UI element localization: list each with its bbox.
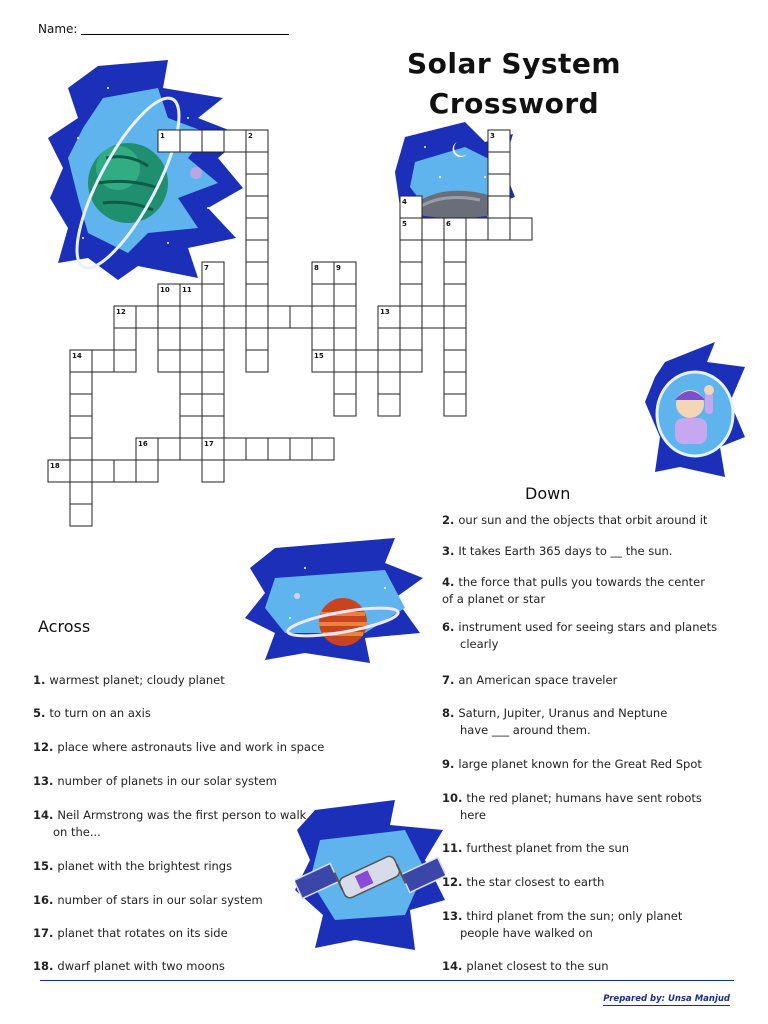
crossword-cell[interactable]: [180, 130, 202, 152]
clue-text: Saturn, Jupiter, Uranus and Neptune: [458, 706, 668, 720]
crossword-cell[interactable]: [114, 328, 136, 350]
clue-number: 3.: [442, 544, 459, 558]
clue-item: [33, 807, 306, 841]
crossword-cell[interactable]: [92, 350, 114, 372]
crossword-cell[interactable]: [444, 284, 466, 306]
crossword-cell[interactable]: [422, 218, 444, 240]
crossword-cell[interactable]: [202, 306, 224, 328]
crossword-cell[interactable]: [246, 350, 268, 372]
crossword-cell[interactable]: [114, 350, 136, 372]
clue-number: 16: [138, 440, 148, 448]
crossword-cell[interactable]: [400, 328, 422, 350]
crossword-cell[interactable]: [246, 174, 268, 196]
clue-item: [33, 705, 151, 722]
clue-text-continued: have ___ around them.: [460, 723, 591, 737]
clue-text: third planet from the sun; only planet: [466, 909, 683, 923]
crossword-cell[interactable]: [246, 284, 268, 306]
crossword-cell[interactable]: [70, 504, 92, 526]
clue-item: [442, 574, 705, 608]
crossword-cell[interactable]: [378, 394, 400, 416]
clue-number: 18.: [33, 959, 58, 973]
crossword-cell[interactable]: [224, 306, 246, 328]
clue-number: 2.: [442, 513, 459, 527]
clue-number: 14.: [33, 808, 58, 822]
crossword-cell[interactable]: [246, 196, 268, 218]
clue-text: number of stars in our solar system: [57, 893, 263, 907]
clue-text: our sun and the objects that orbit around it: [458, 513, 708, 527]
clue-text: furthest planet from the sun: [466, 841, 630, 855]
clue-number: 4.: [442, 575, 459, 589]
crossword-cell[interactable]: [114, 460, 136, 482]
clue-number: 5: [402, 220, 407, 228]
crossword-cell[interactable]: [158, 350, 180, 372]
clue-number: 14.: [442, 959, 467, 973]
clue-item: [33, 672, 225, 689]
clue-item: [33, 858, 232, 875]
crossword-cell[interactable]: [246, 306, 268, 328]
crossword-cell[interactable]: [334, 328, 356, 350]
crossword-cell[interactable]: [246, 152, 268, 174]
crossword-cell[interactable]: [444, 262, 466, 284]
title-line-1: Solar System: [406, 47, 622, 80]
clue-text: Neil Armstrong was the first person to walk: [57, 808, 307, 822]
clue-number: 15.: [33, 859, 58, 873]
crossword-cell[interactable]: [378, 328, 400, 350]
crossword-cell[interactable]: [312, 328, 334, 350]
clue-text: dwarf planet with two moons: [57, 959, 225, 973]
crossword-cell[interactable]: [268, 438, 290, 460]
crossword-cell[interactable]: [400, 306, 422, 328]
clue-number: 10.: [442, 791, 467, 805]
crossword-cell[interactable]: [400, 240, 422, 262]
crossword-cell[interactable]: [444, 328, 466, 350]
clue-text-continued: here: [460, 808, 486, 822]
clue-text: the force that pulls you towards the center: [458, 575, 705, 589]
clue-text-continued: on the...: [53, 825, 101, 839]
crossword-cell[interactable]: [488, 152, 510, 174]
crossword-cell[interactable]: [92, 460, 114, 482]
crossword-cell[interactable]: [202, 350, 224, 372]
clue-item: [442, 512, 707, 529]
clue-text: warmest planet; cloudy planet: [49, 673, 225, 687]
crossword-cell[interactable]: [180, 438, 202, 460]
crossword-cell[interactable]: [70, 482, 92, 504]
clue-number: 13: [380, 308, 390, 316]
footer-divider: [40, 980, 734, 981]
crossword-cell[interactable]: [202, 460, 224, 482]
crossword-cell[interactable]: [180, 372, 202, 394]
crossword-cell[interactable]: [466, 218, 488, 240]
clue-text: the red planet; humans have sent robots: [466, 791, 702, 805]
crossword-cell[interactable]: [422, 306, 444, 328]
clue-item: [442, 705, 667, 739]
title-line-2: Crossword: [428, 87, 600, 120]
crossword-cell[interactable]: [334, 350, 356, 372]
crossword-cell[interactable]: [136, 460, 158, 482]
clue-number: 8: [314, 264, 319, 272]
clue-number: 9.: [442, 757, 459, 771]
crossword-cell[interactable]: [202, 328, 224, 350]
down-heading: Down: [525, 484, 571, 503]
crossword-cell[interactable]: [180, 394, 202, 416]
clue-number: 7.: [442, 673, 459, 687]
clue-text: place where astronauts live and work in space: [57, 740, 325, 754]
crossword-cell[interactable]: [400, 262, 422, 284]
clue-text: large planet known for the Great Red Spot: [458, 757, 702, 771]
across-heading: Across: [38, 617, 91, 636]
clue-text: instrument used for seeing stars and planets: [458, 620, 718, 634]
clue-number: 12: [116, 308, 126, 316]
clue-number: 6: [446, 220, 451, 228]
crossword-cell[interactable]: [246, 240, 268, 262]
crossword-cell[interactable]: [312, 438, 334, 460]
crossword-cell[interactable]: [202, 416, 224, 438]
crossword-cell[interactable]: [202, 130, 224, 152]
clue-item: [442, 756, 702, 773]
clue-item: [442, 958, 609, 975]
clue-number: 11: [182, 286, 192, 294]
crossword-cell[interactable]: [180, 416, 202, 438]
crossword-cell[interactable]: [246, 262, 268, 284]
clue-text: number of planets in our solar system: [57, 774, 277, 788]
clue-item: [33, 925, 228, 942]
crossword-cell[interactable]: [246, 218, 268, 240]
crossword-cell[interactable]: [334, 372, 356, 394]
clue-text: the star closest to earth: [466, 875, 605, 889]
clue-number: 15: [314, 352, 324, 360]
crossword-cell[interactable]: [158, 306, 180, 328]
crossword-cell[interactable]: [202, 284, 224, 306]
clue-number: 10: [160, 286, 170, 294]
crossword-cell[interactable]: [444, 306, 466, 328]
crossword-cell[interactable]: [136, 306, 158, 328]
name-label: Name:: [38, 22, 78, 36]
clue-number: 13.: [442, 909, 467, 923]
clue-item: [442, 672, 617, 689]
crossword-cell[interactable]: [488, 218, 510, 240]
crossword-cell[interactable]: [400, 284, 422, 306]
crossword-cell[interactable]: [158, 438, 180, 460]
crossword-cell[interactable]: [290, 438, 312, 460]
author-credit: Prepared by: Unsa Manjud: [603, 994, 730, 1004]
clue-text: to turn on an axis: [49, 706, 151, 720]
clue-text: planet that rotates on its side: [57, 926, 228, 940]
crossword-cell[interactable]: [444, 394, 466, 416]
clue-number: 3: [490, 132, 495, 140]
clue-item: [33, 739, 324, 756]
crossword-cell[interactable]: [290, 306, 312, 328]
clue-item: [33, 892, 263, 909]
crossword-cell[interactable]: [334, 306, 356, 328]
crossword-cell[interactable]: [400, 350, 422, 372]
crossword-cell[interactable]: [224, 130, 246, 152]
clue-number: 9: [336, 264, 341, 272]
clue-number: 5.: [33, 706, 50, 720]
crossword-cell[interactable]: [70, 438, 92, 460]
clue-text: It takes Earth 365 days to __ the sun.: [458, 544, 673, 558]
crossword-cell[interactable]: [180, 306, 202, 328]
crossword-cell[interactable]: [444, 372, 466, 394]
clue-item: [442, 543, 672, 560]
clue-text: an American space traveler: [458, 673, 618, 687]
clue-item: [442, 840, 629, 857]
clue-number: 17.: [33, 926, 58, 940]
crossword-cell[interactable]: [312, 284, 334, 306]
clue-number: 8.: [442, 706, 459, 720]
clue-text-continued: of a planet or star: [442, 592, 546, 606]
crossword-cell[interactable]: [70, 372, 92, 394]
clue-number: 2: [248, 132, 253, 140]
clue-text: planet closest to the sun: [466, 959, 609, 973]
clue-item: [442, 874, 604, 891]
crossword-cell[interactable]: [180, 328, 202, 350]
crossword-cell[interactable]: [444, 240, 466, 262]
crossword-cell[interactable]: [378, 372, 400, 394]
clue-item: [442, 908, 682, 942]
crossword-cell[interactable]: [202, 372, 224, 394]
clue-item: [33, 958, 225, 975]
clue-number: 12.: [33, 740, 58, 754]
clue-text-continued: clearly: [460, 637, 499, 651]
crossword-cell[interactable]: [510, 218, 532, 240]
crossword-cell[interactable]: [378, 350, 400, 372]
clue-number: 4: [402, 198, 407, 206]
crossword-cell[interactable]: [334, 394, 356, 416]
clue-number: 13.: [33, 774, 58, 788]
clue-number: 18: [50, 462, 60, 470]
crossword-cell[interactable]: [158, 328, 180, 350]
crossword-cell[interactable]: [180, 350, 202, 372]
clue-number: 7: [204, 264, 209, 272]
clue-item: [442, 619, 717, 653]
crossword-cell[interactable]: [202, 394, 224, 416]
clue-item: [33, 773, 277, 790]
clue-number: 1: [160, 132, 165, 140]
crossword-cell[interactable]: [444, 350, 466, 372]
crossword-cell[interactable]: [246, 328, 268, 350]
crossword-cell[interactable]: [246, 438, 268, 460]
crossword-cell[interactable]: [70, 460, 92, 482]
clue-number: 17: [204, 440, 214, 448]
crossword-cell[interactable]: [488, 174, 510, 196]
clue-number: 11.: [442, 841, 467, 855]
clue-number: 14: [72, 352, 82, 360]
crossword-cell[interactable]: [334, 284, 356, 306]
crossword-cell[interactable]: [224, 438, 246, 460]
crossword-cell[interactable]: [488, 196, 510, 218]
clue-number: 1.: [33, 673, 50, 687]
clue-item: [442, 790, 702, 824]
clue-text: planet with the brightest rings: [57, 859, 233, 873]
clue-text-continued: people have walked on: [460, 926, 593, 940]
clue-number: 12.: [442, 875, 467, 889]
crossword-cell[interactable]: [356, 350, 378, 372]
clue-number: 6.: [442, 620, 459, 634]
crossword-cell[interactable]: [312, 306, 334, 328]
crossword-cell[interactable]: [268, 306, 290, 328]
crossword-cell[interactable]: [70, 394, 92, 416]
clue-number: 16.: [33, 893, 58, 907]
crossword-cell[interactable]: [70, 416, 92, 438]
